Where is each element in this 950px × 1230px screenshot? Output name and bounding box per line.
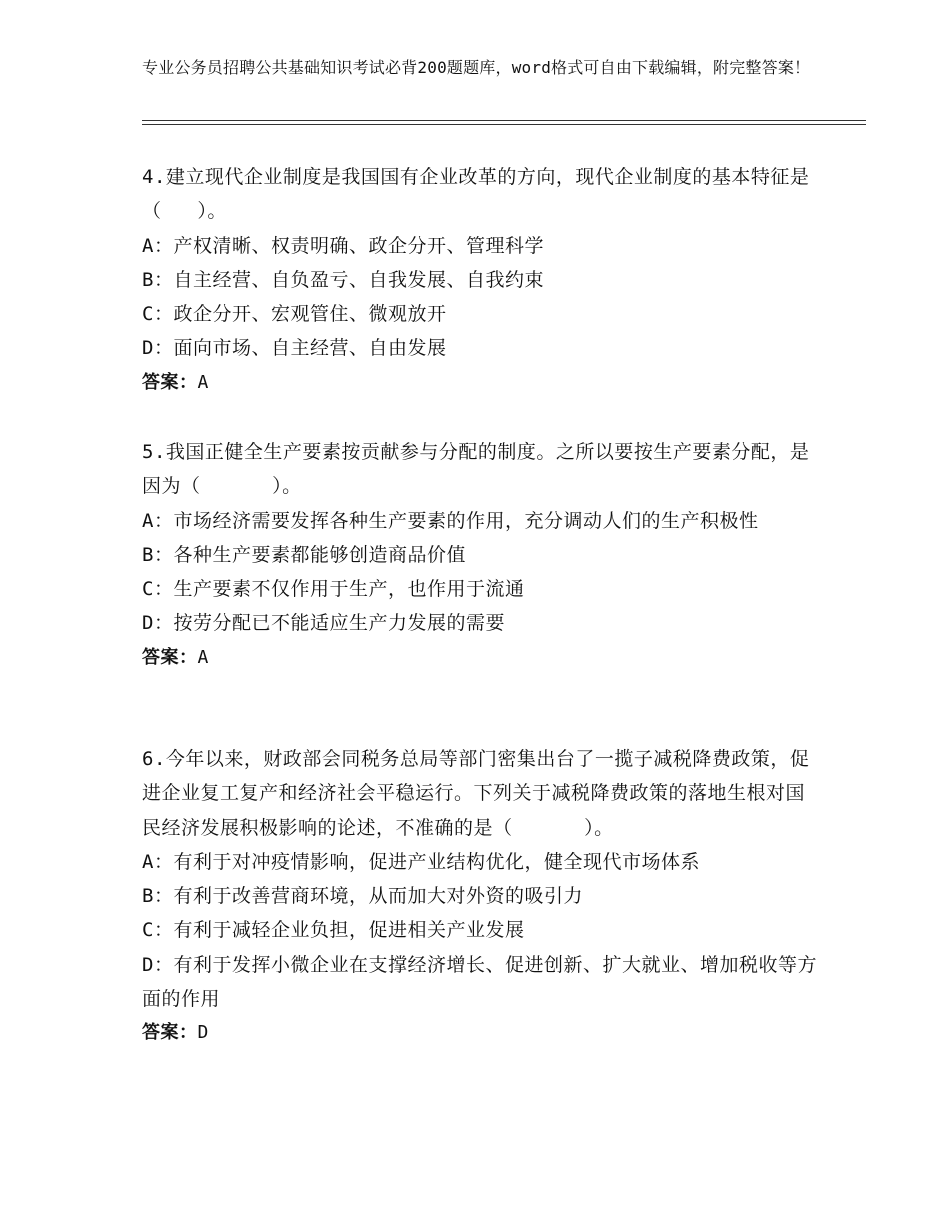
question-5 — [142, 435, 822, 675]
option-a: A：产权清晰、权责明确、政企分开、管理科学 — [142, 234, 544, 257]
answer-value: A — [197, 646, 209, 668]
answer-line — [142, 641, 822, 675]
header-rule-top — [142, 120, 866, 121]
option-c: C：有利于减轻企业负担，促进相关产业发展 — [142, 919, 525, 942]
option-d: D：按劳分配已不能适应生产力发展的需要 — [142, 612, 505, 635]
answer-value: A — [197, 371, 209, 393]
answer-label: 答案： — [142, 371, 198, 393]
document-header: 专业公务员招聘公共基础知识考试必背200题题库，word格式可自由下载编辑，附完整答案！ — [142, 58, 811, 77]
question-4 — [142, 160, 822, 400]
question-6 — [142, 742, 822, 1051]
question-stem: 6.今年以来，财政部会同税务总局等部门密集出台了一揽子减税降费政策，促进企业复工复产和经济社会平稳运行。下列关于减税降费政策的落地生根对国民经济发展积极影响的论述，不准确的是（ ）。 — [142, 748, 810, 839]
answer-label: 答案： — [142, 646, 198, 668]
answer-label: 答案： — [142, 1022, 198, 1044]
answer-line — [142, 1016, 822, 1050]
answer-value: D — [197, 1022, 209, 1044]
question-stem: 4.建立现代企业制度是我国国有企业改革的方向，现代企业制度的基本特征是（ ）。 — [142, 166, 810, 223]
option-b: B：自主经营、自负盈亏、自我发展、自我约束 — [142, 268, 544, 291]
option-a: A：有利于对冲疫情影响，促进产业结构优化，健全现代市场体系 — [142, 850, 700, 873]
option-c: C：生产要素不仅作用于生产，也作用于流通 — [142, 578, 525, 601]
option-d: D：面向市场、自主经营、自由发展 — [142, 337, 447, 360]
header-rule-bottom — [142, 124, 866, 125]
option-c: C：政企分开、宏观管住、微观放开 — [142, 303, 447, 326]
option-a: A：市场经济需要发挥各种生产要素的作用，充分调动人们的生产积极性 — [142, 509, 759, 532]
question-stem: 5.我国正健全生产要素按贡献参与分配的制度。之所以要按生产要素分配，是因为（ ）。 — [142, 441, 810, 498]
option-b: B：各种生产要素都能够创造商品价值 — [142, 543, 466, 566]
answer-line — [142, 366, 822, 400]
option-d: D：有利于发挥小微企业在支撑经济增长、促进创新、扩大就业、增加税收等方面的作用 — [142, 953, 817, 1011]
option-b: B：有利于改善营商环境，从而加大对外资的吸引力 — [142, 885, 583, 908]
